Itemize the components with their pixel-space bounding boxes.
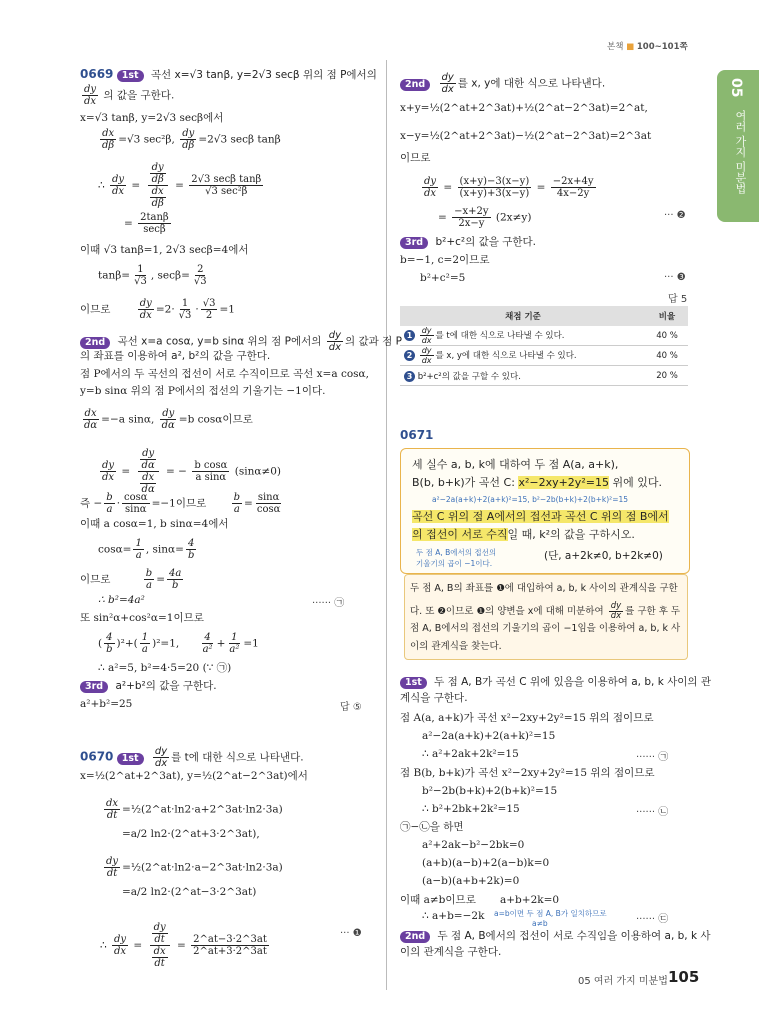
solution-line: ( $\frac{4}{b}$ )²+( $\frac{1}{a}$ )²=1, $\frac{4}{\text{a²}}$ + $\frac{1}{\text{a²}}$ =1	[98, 632, 259, 655]
denominator: (x+y)+3(x−y)	[459, 188, 530, 199]
step-title-cont: 이의 관계식을 구한다.	[400, 946, 502, 958]
solution-line: = 2tanβ secβ	[124, 212, 169, 235]
text: 일 때, k²의 값을 구하시오.	[507, 528, 635, 541]
solution-line: 이때 a cosα=1, b sinα=4에서	[80, 518, 229, 530]
annotation-note: 두 점 A, B에서의 접선의	[416, 548, 497, 557]
expr: =1,	[160, 637, 180, 650]
numerator: 2√3 secβ tanβ	[191, 174, 262, 185]
chapter-number: 05	[728, 78, 744, 98]
annotation-note: a²−2a(a+k)+2(a+k)²=15, b²−2b(b+k)+2(b+k)²=15	[432, 495, 629, 504]
solution-line: (a+b)(a−b)+2(a−b)k=0	[422, 857, 550, 869]
solution-line: ∴ a²+2ak+2k²=15	[422, 748, 519, 760]
problem-text	[412, 528, 635, 541]
annotation-note: a≠b	[532, 919, 548, 928]
ref-dot: ■	[626, 42, 635, 52]
solution-line: 또 sin²α+cos²α=1이므로	[80, 612, 204, 624]
equation-tag: ······ ㉠	[312, 598, 345, 609]
solution-line: x=½(2^at+2^3at), y=½(2^at−2^3at)에서	[80, 770, 308, 782]
text: 다. 또 ❷이므로 ❶의 양변을 x에 대해 미분하여	[410, 606, 604, 617]
expr: =√3 sec²β,	[118, 133, 175, 146]
numerator: −x+2y	[454, 206, 489, 217]
text: 를 구한 후 두	[625, 606, 681, 617]
solution-line: ∴ b²=4a²	[98, 594, 145, 606]
step-tag: 1st	[117, 70, 144, 82]
table-row	[400, 326, 688, 346]
solution-line: $\frac{dx}{d\alpha}$ =−a sinα, $\frac{dy}{d\alpha}$ =b cosα이므로	[84, 408, 253, 431]
solution-line: 이므로 $\frac{b}{a}$ = $\frac{4a}{b}$	[80, 568, 182, 591]
step-title-cont: 계식을 구한다.	[400, 692, 468, 704]
solution-line: 점 P에서의 두 곡선의 접선이 서로 수직이므로 곡선 x=a cosα,	[80, 368, 369, 380]
solution-line: a²−2a(a+k)+2(a+k)²=15	[422, 730, 556, 742]
equation-tag: ······ ㉡	[636, 807, 669, 818]
table-cell: 1 $\frac{dy}{dx}$ 를 t에 대한 식으로 나타낼 수 있다.	[400, 326, 646, 346]
problem-text: 세 실수 a, b, k에 대하여 두 점 A(a, a+k),	[412, 458, 619, 471]
step-tag: 2nd	[400, 931, 430, 943]
expr: =½(2^at·ln2·a−2^3at·ln2·3a)	[122, 861, 283, 874]
hint-text: 이의 관계식을 찾는다.	[410, 641, 502, 652]
solution-line: $\frac{dx}{d\beta}$ =√3 sec²β, $\frac{dy}{d\beta}$ =2√3 secβ tanβ	[102, 128, 281, 151]
ref-label: 본책	[607, 42, 624, 52]
ref-pages: 100~101쪽	[636, 42, 688, 52]
table-cell: 20 %	[646, 366, 688, 386]
solution-line: 이므로 $\frac{dy}{dx}$ =2· $\frac{1}{√3}$ · $\frac{√3}{2}$ =1	[80, 298, 235, 321]
grading-criteria-table	[400, 306, 688, 386]
step-tag: 1st	[117, 753, 144, 765]
expr: (2x≠y)	[495, 211, 532, 224]
text: 즉	[80, 497, 91, 510]
step-title: 를 t에 대한 식으로 나타낸다.	[171, 751, 304, 764]
step-title: a²+b²의 값을 구한다.	[115, 680, 217, 692]
solution-line: cosα= $\frac{1}{a}$ , sinα= $\frac{4}{b}$	[98, 538, 195, 561]
solution-line: a²+2ak−b²−2bk=0	[422, 839, 525, 851]
step-2-header	[400, 930, 711, 943]
solution-line: b=−1, c=2이므로	[400, 254, 490, 266]
step-tag: 3rd	[80, 681, 108, 693]
denominator: 2^at+3·2^3at	[193, 946, 267, 957]
solution-line: ∴ $\frac{dy}{dx}$ = dy dβ dx dβ = 2√3 secβ tanβ √3 sec²β	[98, 162, 262, 209]
footer-chapter: 05 여러 가지 미분법	[578, 976, 668, 987]
solution-line: $\frac{dy}{dx}$ = $\frac{(x+y)-3(x-y)}{(x+y)+3(x-y)}$ = $\frac{-2x+4y}{4x-2y}$	[424, 176, 594, 199]
table-row	[400, 346, 688, 366]
expr: =−1이므로	[151, 497, 207, 510]
hint-text: 두 점 A, B의 좌표를 ❶에 대입하여 a, b, k 사이의 관계식을 구한	[410, 583, 678, 594]
table-cell: 40 %	[646, 326, 688, 346]
hint-text: 다. 또 ❷이므로 ❶의 양변을 x에 대해 미분하여 $\frac{dy}{dx}$ 를 구한 후 두	[410, 601, 681, 621]
page-number: 105	[668, 968, 700, 986]
step-title: 를 x, y에 대한 식으로 나타낸다.	[457, 77, 606, 90]
step-3-header	[80, 680, 217, 693]
denominator: 4x−2y	[556, 188, 590, 199]
expr: (sinα≠0)	[234, 465, 282, 478]
problem-text	[412, 510, 669, 523]
table-cell: 3 b²+c²의 값을 구할 수 있다.	[400, 366, 646, 386]
text: 위에 있다.	[612, 476, 662, 489]
solution-line: x=√3 tanβ, y=2√3 secβ에서	[80, 112, 224, 124]
highlight: x²−2xy+2y²=15	[518, 476, 609, 489]
step-3-header	[400, 236, 536, 249]
criteria-text: 를 x, y에 대한 식으로 나타낼 수 있다.	[435, 351, 577, 361]
step-marker: ··· ❶	[340, 928, 362, 939]
expr: sinα=	[152, 543, 184, 556]
step-tag: 2nd	[80, 337, 110, 349]
numerator: 2tanβ	[140, 212, 169, 223]
solution-line: ∴ $\frac{dy}{dx}$ = dy dt dx dt = $\frac{2\^{}at-3\cdot 2\^{}3at}{2\^{}at+3\cdot 2\^{}3at}$	[100, 922, 267, 969]
solution-line: x+y=½(2^at+2^3at)+½(2^at−2^3at)=2^at,	[400, 102, 648, 114]
table-cell: 40 %	[646, 346, 688, 366]
expr: tanβ=	[98, 269, 131, 282]
expr: =−a sinα,	[101, 413, 155, 426]
solution-line: b²−2b(b+k)+2(b+k)²=15	[422, 785, 558, 797]
solution-line: 이때 a≠b이므로	[400, 894, 476, 906]
step-title-cont: 의 좌표를 이용하여 a², b²의 값을 구한다.	[80, 350, 271, 362]
step-marker: ··· ❷	[664, 210, 686, 221]
solution-line: =a/2 ln2·(2^at+3·2^3at),	[122, 828, 260, 840]
expr: =½(2^at·ln2·a+2^3at·ln2·3a)	[122, 803, 283, 816]
step-title-cont: $\frac{dy}{dx}$ 의 값을 구한다.	[84, 84, 175, 107]
table-header: 비율	[646, 306, 688, 326]
answer: 답 5	[668, 294, 688, 305]
solution-line: b²+c²=5	[420, 272, 466, 284]
solution-line: 점 B(b, b+k)가 곡선 x²−2xy+2y²=15 위의 점이므로	[400, 767, 655, 779]
solution-line: a²+b²=25	[80, 698, 133, 710]
problem-0669-header	[80, 68, 377, 82]
step-title: 두 점 A, B에서의 접선이 서로 수직임을 이용하여 a, b, k 사	[437, 930, 711, 942]
table-header-row	[400, 306, 688, 326]
text: 이므로	[80, 573, 111, 586]
expr: =2·	[155, 303, 175, 316]
numerator: 2^at−3·2^3at	[193, 934, 267, 945]
expr: =b cosα이므로	[178, 413, 253, 426]
solution-line: 이때 √3 tanβ=1, 2√3 secβ=4에서	[80, 244, 249, 256]
page-reference	[607, 40, 688, 52]
highlight: 의 접선이 서로 수직	[412, 528, 508, 541]
criteria-text: 를 t에 대한 식으로 나타낼 수 있다.	[435, 331, 565, 341]
highlight: 곡선 C 위의 점 A에서의 접선과 곡선 C 위의 점 B에서	[412, 510, 669, 523]
solution-line: $\frac{dx}{dt}$ =½(2^at·ln2·a+2^3at·ln2·3a)	[106, 798, 283, 821]
step-tag: 1st	[400, 677, 427, 689]
equation-tag: ······ ㉠	[636, 752, 669, 763]
step-title: 의 값과 점 P	[345, 335, 402, 348]
solution-line: tanβ= $\frac{1}{√3}$ , secβ= $\frac{2}{√3}$	[98, 264, 207, 287]
hint-text: 점 A, B에서의 접선의 기울기의 곱이 −1임을 이용하여 a, b, k 사	[410, 623, 681, 634]
text: B(b, b+k)가 곡선 C:	[412, 476, 515, 489]
equation-tag: ······ ㉢	[636, 914, 669, 925]
solution-line: 이므로	[400, 152, 431, 164]
solution-line: $\frac{dy}{dx}$ = dy dα dx dα = − $\frac{\text{b cosα}}{\text{a sinα}}$ (sinα≠0)	[102, 448, 282, 495]
solution-line: x−y=½(2^at+2^3at)−½(2^at−2^3at)=2^3at	[400, 130, 652, 142]
expr: secβ=	[157, 269, 190, 282]
solution-line: $\frac{dy}{dt}$ =½(2^at·ln2·a−2^3at·ln2·3a)	[106, 856, 283, 879]
annotation-note: 기울기의 곱이 −1이다.	[416, 559, 493, 568]
solution-line: y=b sinα 위의 점 P에서의 접선의 기울기는 −1이다.	[80, 385, 326, 397]
solution-line: ∴ a²=5, b²=4·5=20 (∵ ㉠)	[98, 662, 232, 674]
expr: =1	[243, 637, 259, 650]
solution-line: 점 A(a, a+k)가 곡선 x²−2xy+2y²=15 위의 점이므로	[400, 712, 654, 724]
problem-number: 0669	[80, 67, 114, 81]
criteria-text: b²+c²의 값을 구할 수 있다.	[417, 371, 521, 382]
table-row	[400, 366, 688, 386]
step-marker: ··· ❸	[664, 272, 686, 283]
condition-text: (단, a+2k≠0, b+2k≠0)	[544, 550, 663, 562]
denominator: secβ	[143, 224, 166, 235]
solution-line: 즉 − $\frac{b}{a}$ · $\frac{\cos\alpha}{\sin\alpha}$ =−1이므로 $\frac{b}{a}$ = $\frac{\sin\alpha}{\cos\alpha}$	[80, 492, 281, 515]
solution-line: =a/2 ln2·(2^at−3·2^3at)	[122, 886, 257, 898]
step-tag: 2nd	[400, 79, 430, 91]
annotation-note: a=b이면 두 점 A, B가 일치하므로	[494, 909, 607, 918]
step-title: 곡선 x=a cosα, y=b sinα 위의 점 P에서의	[117, 335, 322, 348]
step-2-header: 2nd $\frac{dy}{dx}$ 를 x, y에 대한 식으로 나타낸다.	[400, 72, 605, 95]
solution-line: (a−b)(a+b+2k)=0	[422, 875, 520, 887]
solution-line: ∴ a+b=−2k	[422, 910, 485, 922]
step-title-text: 의 값을 구한다.	[103, 89, 175, 102]
step-title: b²+c²의 값을 구한다.	[435, 236, 536, 248]
solution-line: a+b+2k=0	[500, 894, 560, 906]
table-cell: 2 $\frac{dy}{dx}$ 를 x, y에 대한 식으로 나타낼 수 있다.	[400, 346, 646, 366]
problem-number: 0670	[80, 749, 114, 764]
numerator: (x+y)−3(x−y)	[459, 176, 530, 187]
solution-line: ∴ b²+2bk+2k²=15	[422, 803, 520, 815]
column-divider	[386, 60, 387, 990]
step-tag: 3rd	[400, 237, 428, 249]
numerator: −2x+4y	[552, 176, 594, 187]
step-title: 두 점 A, B가 곡선 C 위에 있음을 이용하여 a, b, k 사이의 관	[434, 676, 712, 688]
table-header: 채점 기준	[400, 306, 646, 326]
solution-line: = $\frac{-x+2y}{2x-y}$ (2x≠y)	[438, 206, 532, 229]
step-1-header	[400, 676, 711, 689]
problem-0670-header: 0670 1st $\frac{dy}{dx}$ 를 t에 대한 식으로 나타낸다.	[80, 746, 304, 769]
step-title: 곡선 x=√3 tanβ, y=2√3 secβ 위의 점 P에서의	[150, 69, 377, 81]
answer: 답 ⑤	[340, 702, 362, 713]
problem-number: 0671	[400, 428, 434, 442]
expr: =1	[219, 303, 235, 316]
denominator: √3 sec²β	[205, 186, 248, 197]
solution-line: ㉠−㉡을 하면	[400, 821, 464, 833]
chapter-side-tab[interactable]	[717, 70, 759, 222]
chapter-title: 여러 가지 미분법	[734, 110, 747, 194]
step-2-header: 2nd 곡선 x=a cosα, y=b sinα 위의 점 P에서의 $\frac{dy}{dx}$ 의 값과 점 P	[80, 330, 402, 353]
expr: cosα=	[98, 543, 132, 556]
text: 이므로	[80, 303, 111, 316]
expr: =2√3 secβ tanβ	[198, 133, 281, 146]
problem-text	[412, 476, 662, 489]
denominator: 2x−y	[458, 218, 485, 229]
